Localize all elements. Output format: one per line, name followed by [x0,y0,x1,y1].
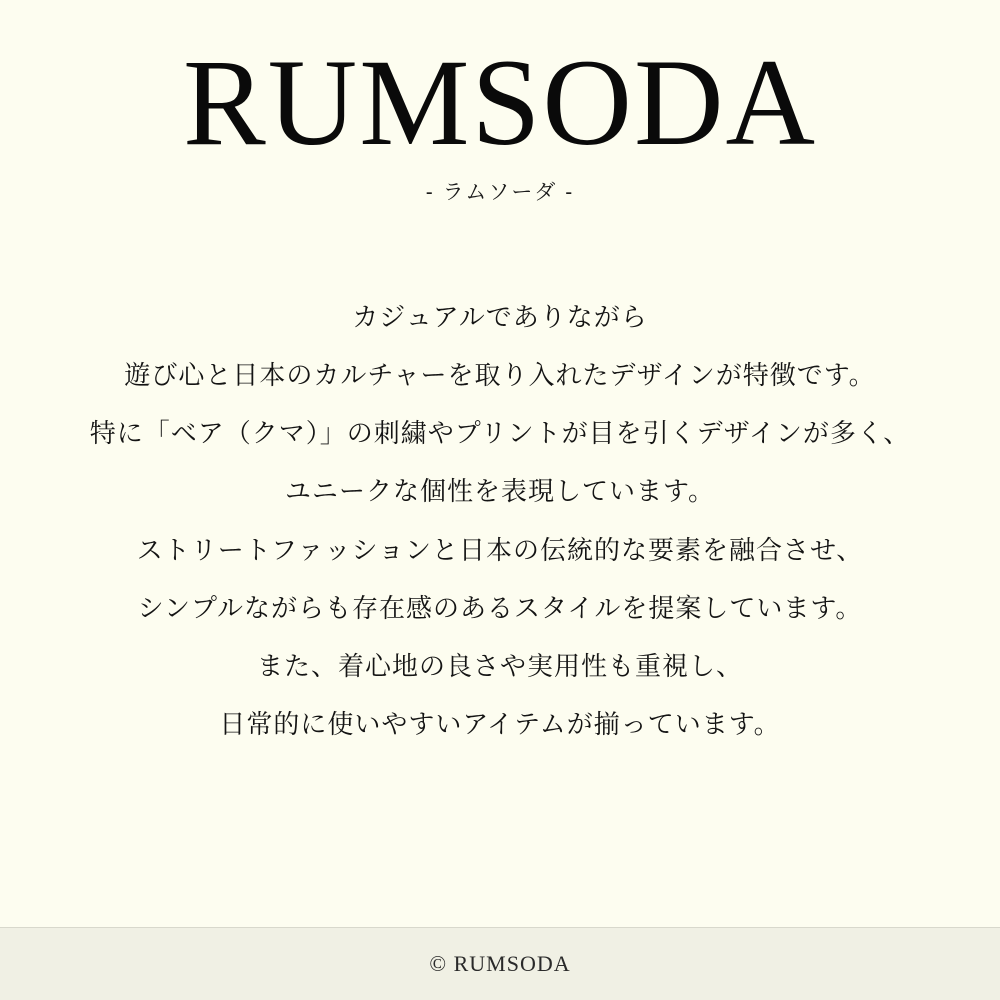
description-line: ユニークな個性を表現しています。 [285,476,715,507]
copyright-text: © RUMSODA [429,951,571,976]
description-line: 特に「ベア（クマ）」の刺繍やプリントが目を引くデザインが多く、 [89,418,911,449]
description-line: カジュアルでありながら [352,301,648,332]
description-line: 日常的に使いやすいアイテムが揃っています。 [219,709,781,740]
description-line: また、着心地の良さや実用性も重視し、 [256,651,743,682]
page-title: RUMSODA [182,34,818,171]
description-line: 遊び心と日本のカルチャーを取り入れたデザインが特徴です。 [124,360,876,391]
description-line: シンプルながらも存在感のあるスタイルを提案しています。 [137,592,863,623]
brand-description [0,302,1000,768]
brand-subtitle: - ラムソーダ - [425,180,575,204]
description-line: ストリートファッションと日本の伝統的な要素を融合させ、 [136,534,864,565]
page-footer [0,927,1000,1000]
